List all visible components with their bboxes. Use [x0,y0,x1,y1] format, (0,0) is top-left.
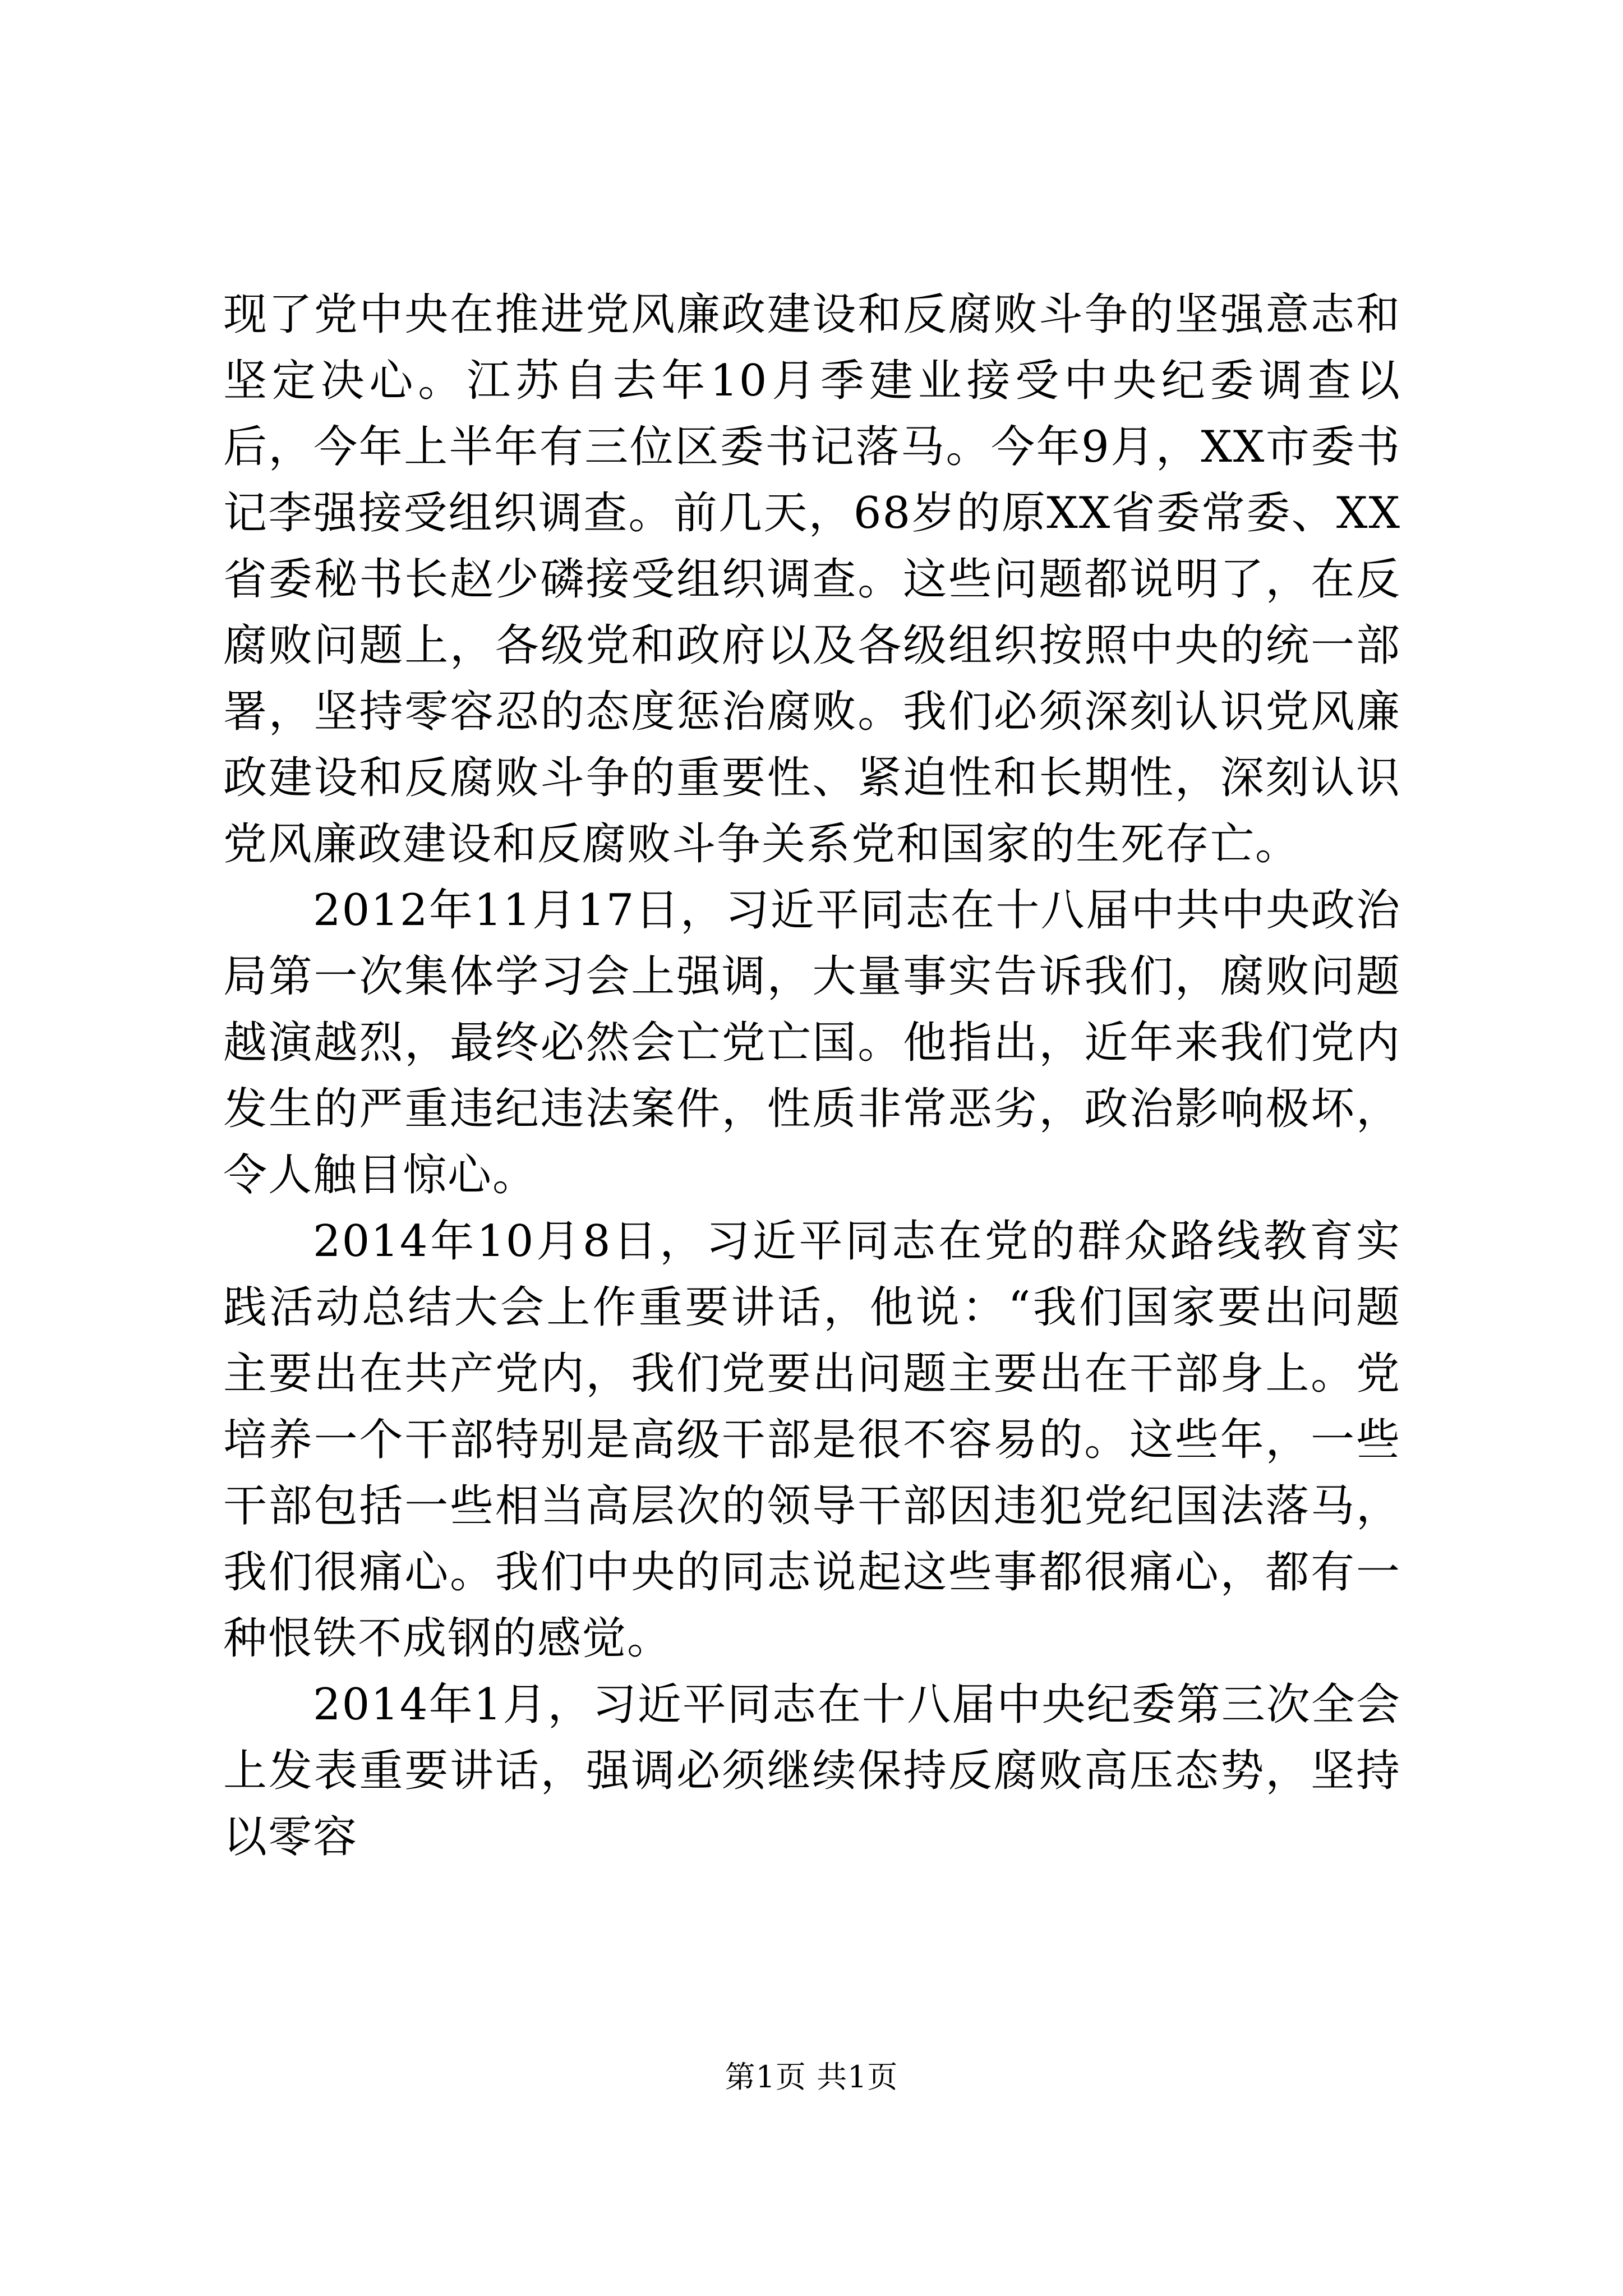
page-footer [0,2058,1623,2097]
paragraph-2014-october-speech: 2014年10月8日，习近平同志在党的群众路线教育实践活动总结大会上作重要讲话，他说：“我们国家要出问题主要出在共产党内，我们党要出问题主要出在干部身上。党培养一个干部特别是高级干部是很不容易的。这些年，一些干部包括一些相当高层次的领导干部因违犯党纪国法落马，我们很痛心。我们中央的同志说起这些事都很痛心，都有一种恨铁不成钢的感觉。 [223,1216,1401,1664]
page-number: 第1页 共1页 [725,2059,898,2095]
paragraph-2012-speech: 2012年11月17日，习近平同志在十八届中共中央政治局第一次集体学习会上强调，大量事实告诉我们，腐败问题越演越烈，最终必然会亡党亡国。他指出，近年来我们党内发生的严重违纪违法案件，性质非常恶劣，政治影响极坏，令人触目惊心。 [223,885,1401,1200]
body-text [223,282,1401,1870]
paragraph-2014-january-speech: 2014年1月，习近平同志在十八届中央纪委第三次全会上发表重要讲话，强调必须继续保持反腐败高压态势，坚持以零容 [223,1680,1401,1862]
paragraph-continuation: 现了党中央在推进党风廉政建设和反腐败斗争的坚强意志和坚定决心。江苏自去年10月季建业接受中央纪委调查以后，今年上半年有三位区委书记落马。今年9月，XX市委书记李强接受组织调查。前几天，68岁的原XX省委常委、XX省委秘书长赵少磷接受组织调查。这些问题都说明了，在反腐败问题上，各级党和政府以及各级组织按照中央的统一部署，坚持零容忍的态度惩治腐败。我们必须深刻认识党风廉政建设和反腐败斗争的重要性、紧迫性和长期性，深刻认识党风廉政建设和反腐败斗争关系党和国家的生死存亡。 [223,289,1401,869]
